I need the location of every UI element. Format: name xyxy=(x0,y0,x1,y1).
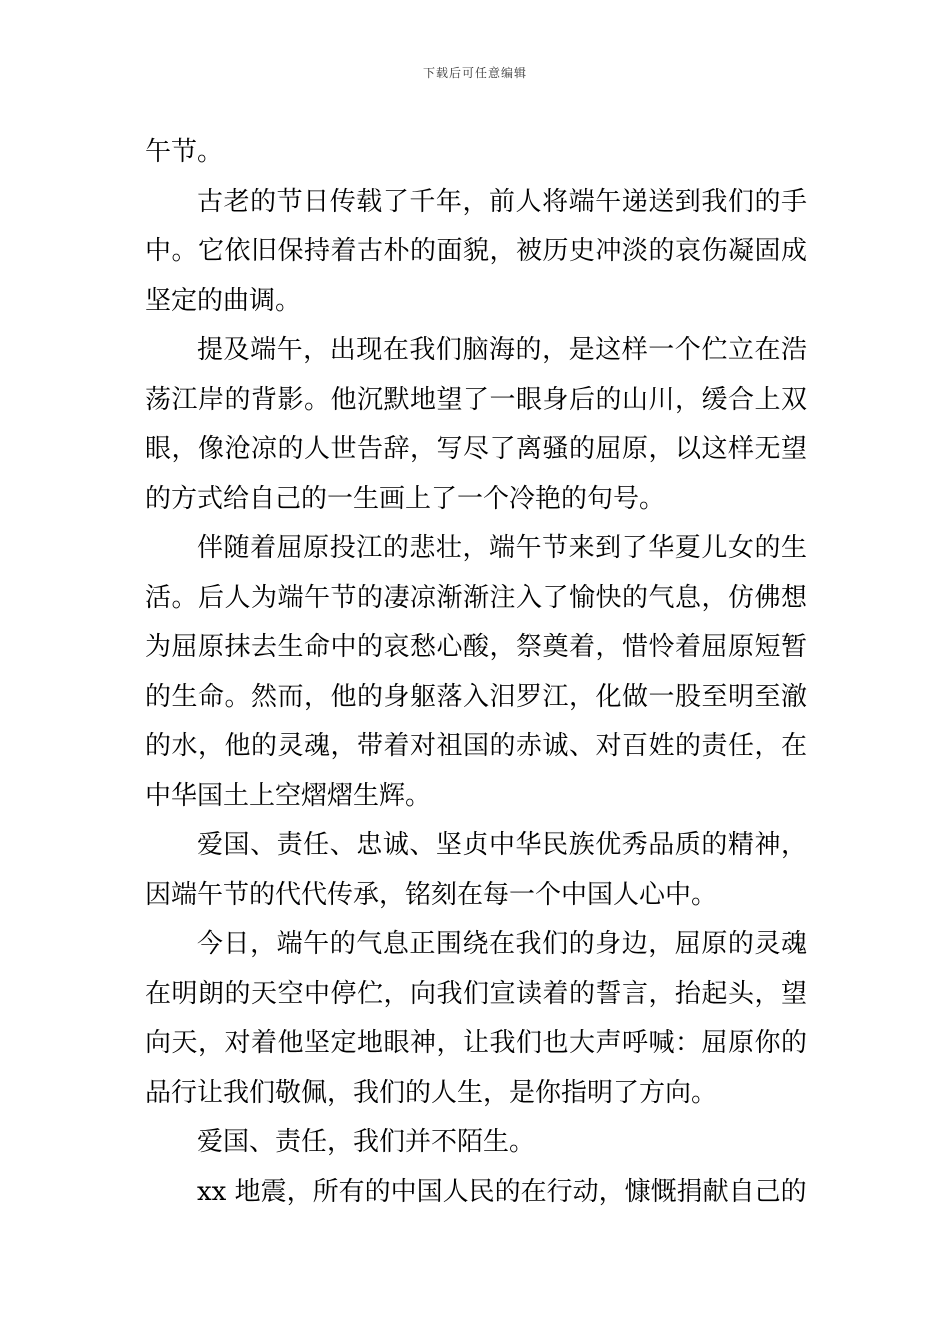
paragraph-ancient-festival: 古老的节日传载了千年，前人将端午递送到我们的手中。它依旧保持着古朴的面貌，被历史冲淡的哀伤凝固成坚定的曲调。 xyxy=(145,186,807,316)
paragraph-festival-origin: 伴随着屈原投江的悲壮，端午节来到了华夏儿女的生活。后人为端午节的凄凉渐渐注入了愉快的气息，仿佛想为屈原抹去生命中的哀愁心酸，祭奠着，惜怜着屈原短暂的生命。然而，他的身躯落入汨罗江，化做一股至明至澈的水，他的灵魂，带着对祖国的赤诚、对百姓的责任，在中华国土上空熠熠生辉。 xyxy=(145,533,807,811)
page-header: 下载后可任意编辑 xyxy=(422,66,527,80)
paragraph-national-spirit: 爱国、责任、忠诚、坚贞中华民族优秀品质的精神，因端午节的代代传承，铭刻在每一个中国人心中。 xyxy=(145,830,807,910)
paragraph-patriotism: 爱国、责任，我们并不陌生。 xyxy=(197,1127,536,1157)
paragraph-qu-yuan-silhouette: 提及端午，出现在我们脑海的，是这样一个伫立在浩荡江岸的背影。他沉默地望了一眼身后的山川，缓合上双眼，像沧凉的人世告辞，写尽了离骚的屈原，以这样无望的方式给自己的一生画上了一个冷艳的句号。 xyxy=(145,335,807,514)
paragraph-continuation: 午节。 xyxy=(145,137,224,167)
paragraph-earthquake: xx 地震，所有的中国人民的在行动，慷慨捐献自己的 xyxy=(197,1176,807,1207)
paragraph-today: 今日，端午的气息正围绕在我们的身边，屈原的灵魂在明朗的天空中停伫，向我们宣读着的誓言，抬起头，望向天，对着他坚定地眼神，让我们也大声呼喊：屈原你的品行让我们敬佩，我们的人生，是你指明了方向。 xyxy=(145,929,807,1108)
document-body xyxy=(145,128,807,1217)
